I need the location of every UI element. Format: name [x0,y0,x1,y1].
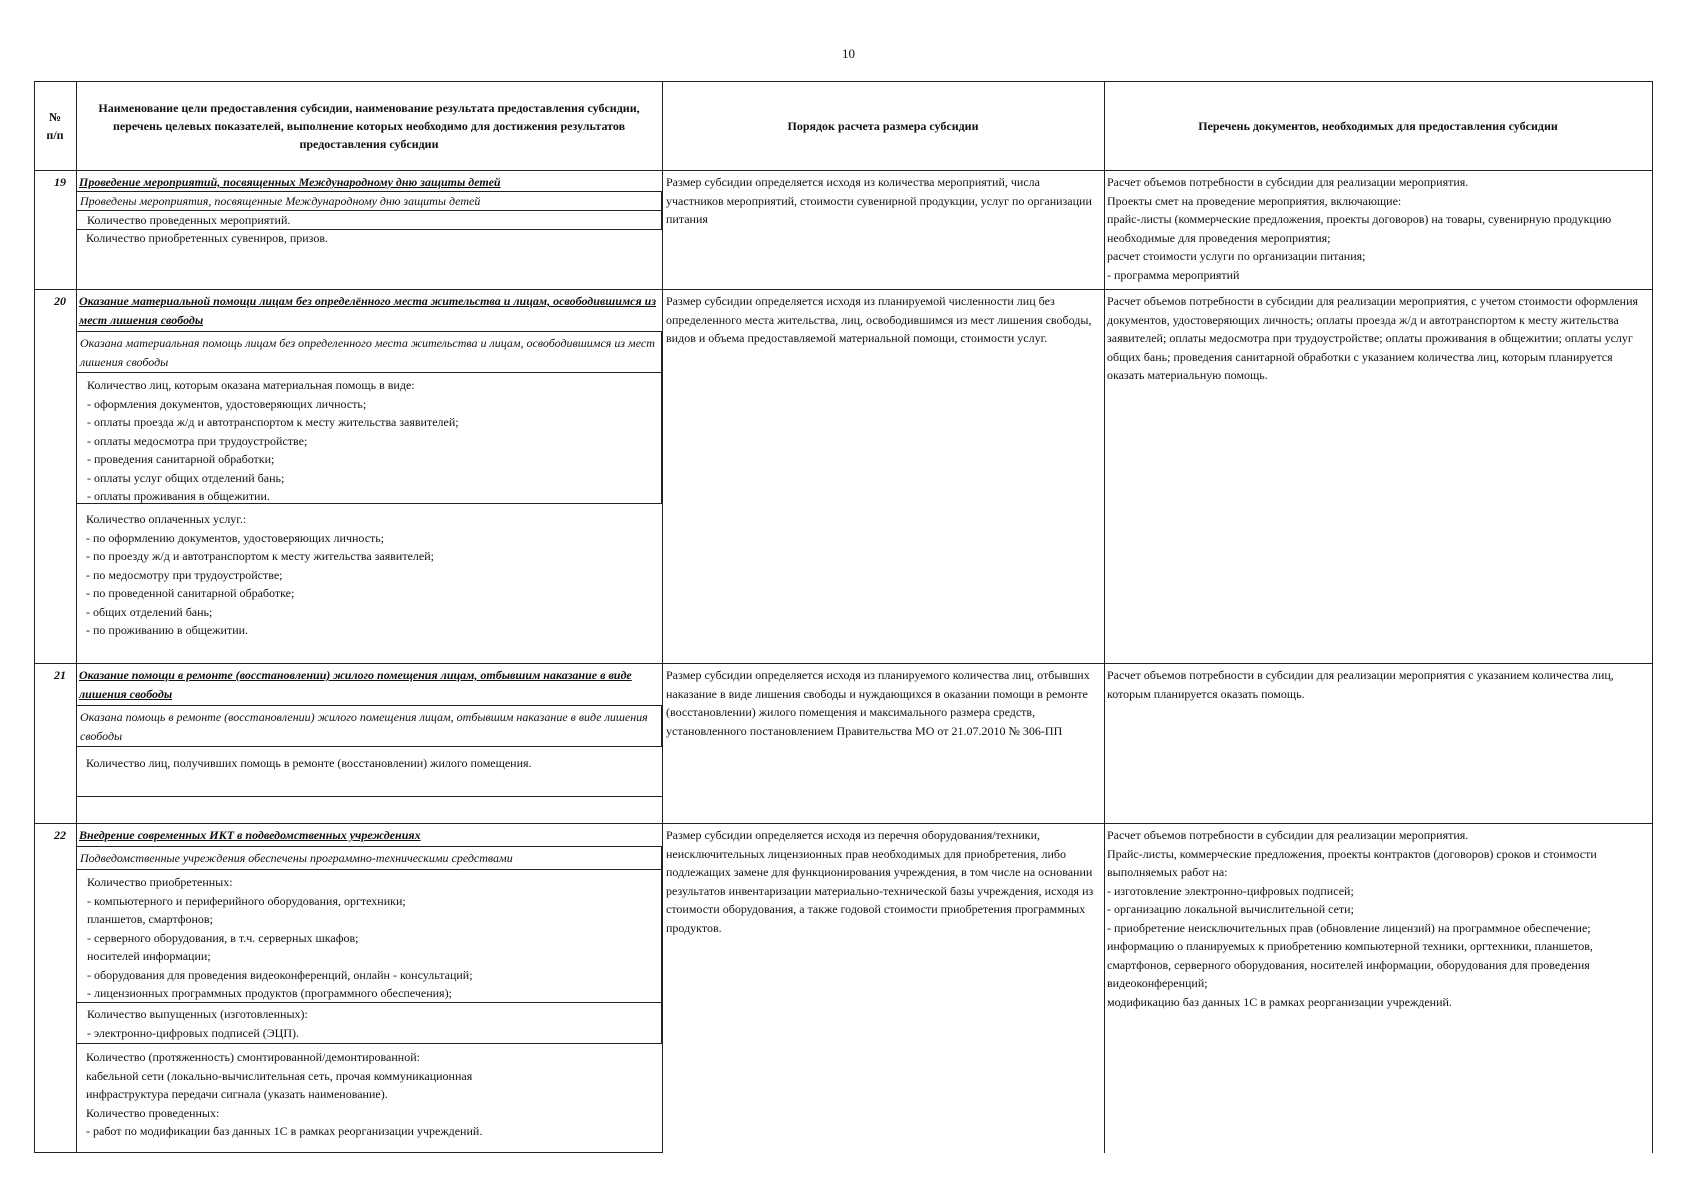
row-goal: Внедрение современных ИКТ в подведомственных учреждениях [79,828,421,842]
column-divider [1104,81,1105,1153]
table-border-left [34,81,35,1153]
table-border-right [1652,81,1653,1153]
subsidy-table [34,81,1654,1153]
row-calc: Размер субсидии определяется исходя из планируемой численности лиц без определенного места жительства, лиц, освободившимся из мест лишения свободы, видов и объема предоставляемой материальной помощи, стоимости услуг. [666,294,1092,345]
row-indicator: Количество (протяженность) смонтированной/демонтированной: кабельной сети (локально-вычислительная сеть, прочая коммуникационная инфраструктура передачи сигнала (указать наименование). Количество проведенных: - работ по модификации баз данных 1С в рамках реорганизации учреждений. [86,1050,483,1138]
row-result: Оказана помощь в ремонте (восстановлении) жилого помещения лицам, отбывшим наказание в виде лишения свободы [76,705,662,747]
row-indicator: Количество оплаченных услуг.: - по оформлению документов, удостоверяющих личность; - по проезду ж/д и автотранспортом к месту жительства заявителей; - по медосмотру при трудоустройстве; - по проведенной санитарной обработке; - общих отделений бань; - по проживанию в общежитии. [86,512,434,637]
row-calc: Размер субсидии определяется исходя из перечня оборудования/техники, неисключительных лицензионных прав необходимых для приобретения, либо подлежащих замене для функционирования учреждения, в том числе на основании результатов инвентаризации материально-технической базы учреждения, исходя из стоимости оборудования, а также годовой стоимости приобретения программных продуктов. [666,828,1094,935]
row-docs: Расчет объемов потребности в субсидии для реализации мероприятия, с учетом стоимости оформления документов, удостоверяющих личность; оплаты проезда ж/д и автотранспортом к месту жительства заявителей; оплаты медосмотра при трудоустройстве; оплаты проживания в общежитии; оплаты услуг общих бань; проведения санитарной обработки с указанием количества лиц, которым планируется оказать материальную помощь. [1107,294,1639,382]
row-indicator: Количество лиц, получивших помощь в ремонте (восстановлении) жилого помещения. [86,756,532,770]
row-result: Проведены мероприятия, посвященные Международному дню защиты детей [76,191,662,211]
row-number: 22 [54,828,66,842]
header-calc: Порядок расчета размера субсидии [787,118,979,133]
row-indicator: Количество приобретенных сувениров, призов. [86,231,329,245]
row-result: Подведомственные учреждения обеспечены программно-техническими средствами [76,846,662,870]
header-number: № п/п [46,109,64,142]
row-goal: Оказание материальной помощи лицам без определённого места жительства и лицам, освободившимся из мест лишения свободы [79,294,657,327]
row-divider [34,823,1652,824]
row-number: 19 [54,175,66,189]
table-border-bottom [34,1152,662,1153]
row-number: 20 [54,294,66,308]
header-docs: Перечень документов, необходимых для предоставления субсидии [1198,118,1558,133]
row-docs: Расчет объемов потребности в субсидии для реализации мероприятия с указанием количества лиц, которым планируется оказать помощь. [1107,668,1614,701]
row-divider [34,663,1652,664]
row-indicator: Количество выпущенных (изготовленных): - электронно-цифровых подписей (ЭЦП). [76,1002,662,1044]
indicator-divider [76,796,662,797]
row-indicator: Количество приобретенных: - компьютерного и периферийного оборудования, оргтехники; планшетов, смартфонов; - серверного оборудования, в т.ч. серверных шкафов; носителей информации; - оборудования для проведения видеоконференций, онлайн - консультаций; - лицензионных программных продуктов (программного обеспечения); [76,869,662,1003]
row-goal: Оказание помощи в ремонте (восстановлении) жилого помещения лицам, отбывшим наказание в виде лишения свободы [79,668,632,701]
column-divider [662,81,663,1153]
page-number: 10 [842,46,855,61]
row-docs: Расчет объемов потребности в субсидии для реализации мероприятия. Проекты смет на проведение мероприятия, включающие: прайс-листы (коммерческие предложения, проекты договоров) на товары, сувенирную продукцию необходимые для проведения мероприятия; расчет стоимости услуги по организации питания; - программа мероприятий [1107,175,1612,282]
header-goal: Наименование цели предоставления субсидии, наименование результата предоставления субсидии, перечень целевых показателей, выполнение которых необходимо для достижения результатов предоставления субсидии [98,100,640,151]
row-calc: Размер субсидии определяется исходя из планируемого количества лиц, отбывших наказание в виде лишения свободы и нуждающихся в оказании помощи в ремонте (восстановлении) жилого помещения и максимального размера средств, установленного постановлением Правительства МО от 21.07.2010 № 306-ПП [666,668,1090,738]
header-divider [34,170,1652,171]
row-goal: Проведение мероприятий, посвященных Международному дню защиты детей [79,175,501,189]
row-calc: Размер субсидии определяется исходя из количества мероприятий, числа участников мероприятий, стоимости сувенирной продукции, услуг по организации питания [666,175,1092,226]
row-indicator: Количество проведенных мероприятий. [76,210,662,230]
row-number: 21 [54,668,66,682]
row-result: Оказана материальная помощь лицам без определенного места жительства и лицам, освободившимся из мест лишения свободы [76,331,662,373]
row-docs: Расчет объемов потребности в субсидии для реализации мероприятия. Прайс-листы, коммерческие предложения, проекты контрактов (договоров) сроков и стоимости выполняемых работ на: - изготовление электронно-цифровых подписей; - организацию локальной вычислительной сети; - приобретение неисключительных прав (обновление лицензий) на программное обеспечение; информацию о планируемых к приобретению компьютерной техники, оргтехники, планшетов, смартфонов, серверного оборудования, носителей информации, оборудования для проведения видеоконференций; модификацию баз данных 1С в рамках реорганизации учреждений. [1107,828,1597,1009]
row-divider [34,289,1652,290]
row-indicator: Количество лиц, которым оказана материальная помощь в виде: - оформления документов, удостоверяющих личность; - оплаты проезда ж/д и автотранспортом к месту жительства заявителей; - оплаты медосмотра при трудоустройстве; - проведения санитарной обработки; - оплаты услуг общих отделений бань; - оплаты проживания в общежитии. [76,372,662,504]
